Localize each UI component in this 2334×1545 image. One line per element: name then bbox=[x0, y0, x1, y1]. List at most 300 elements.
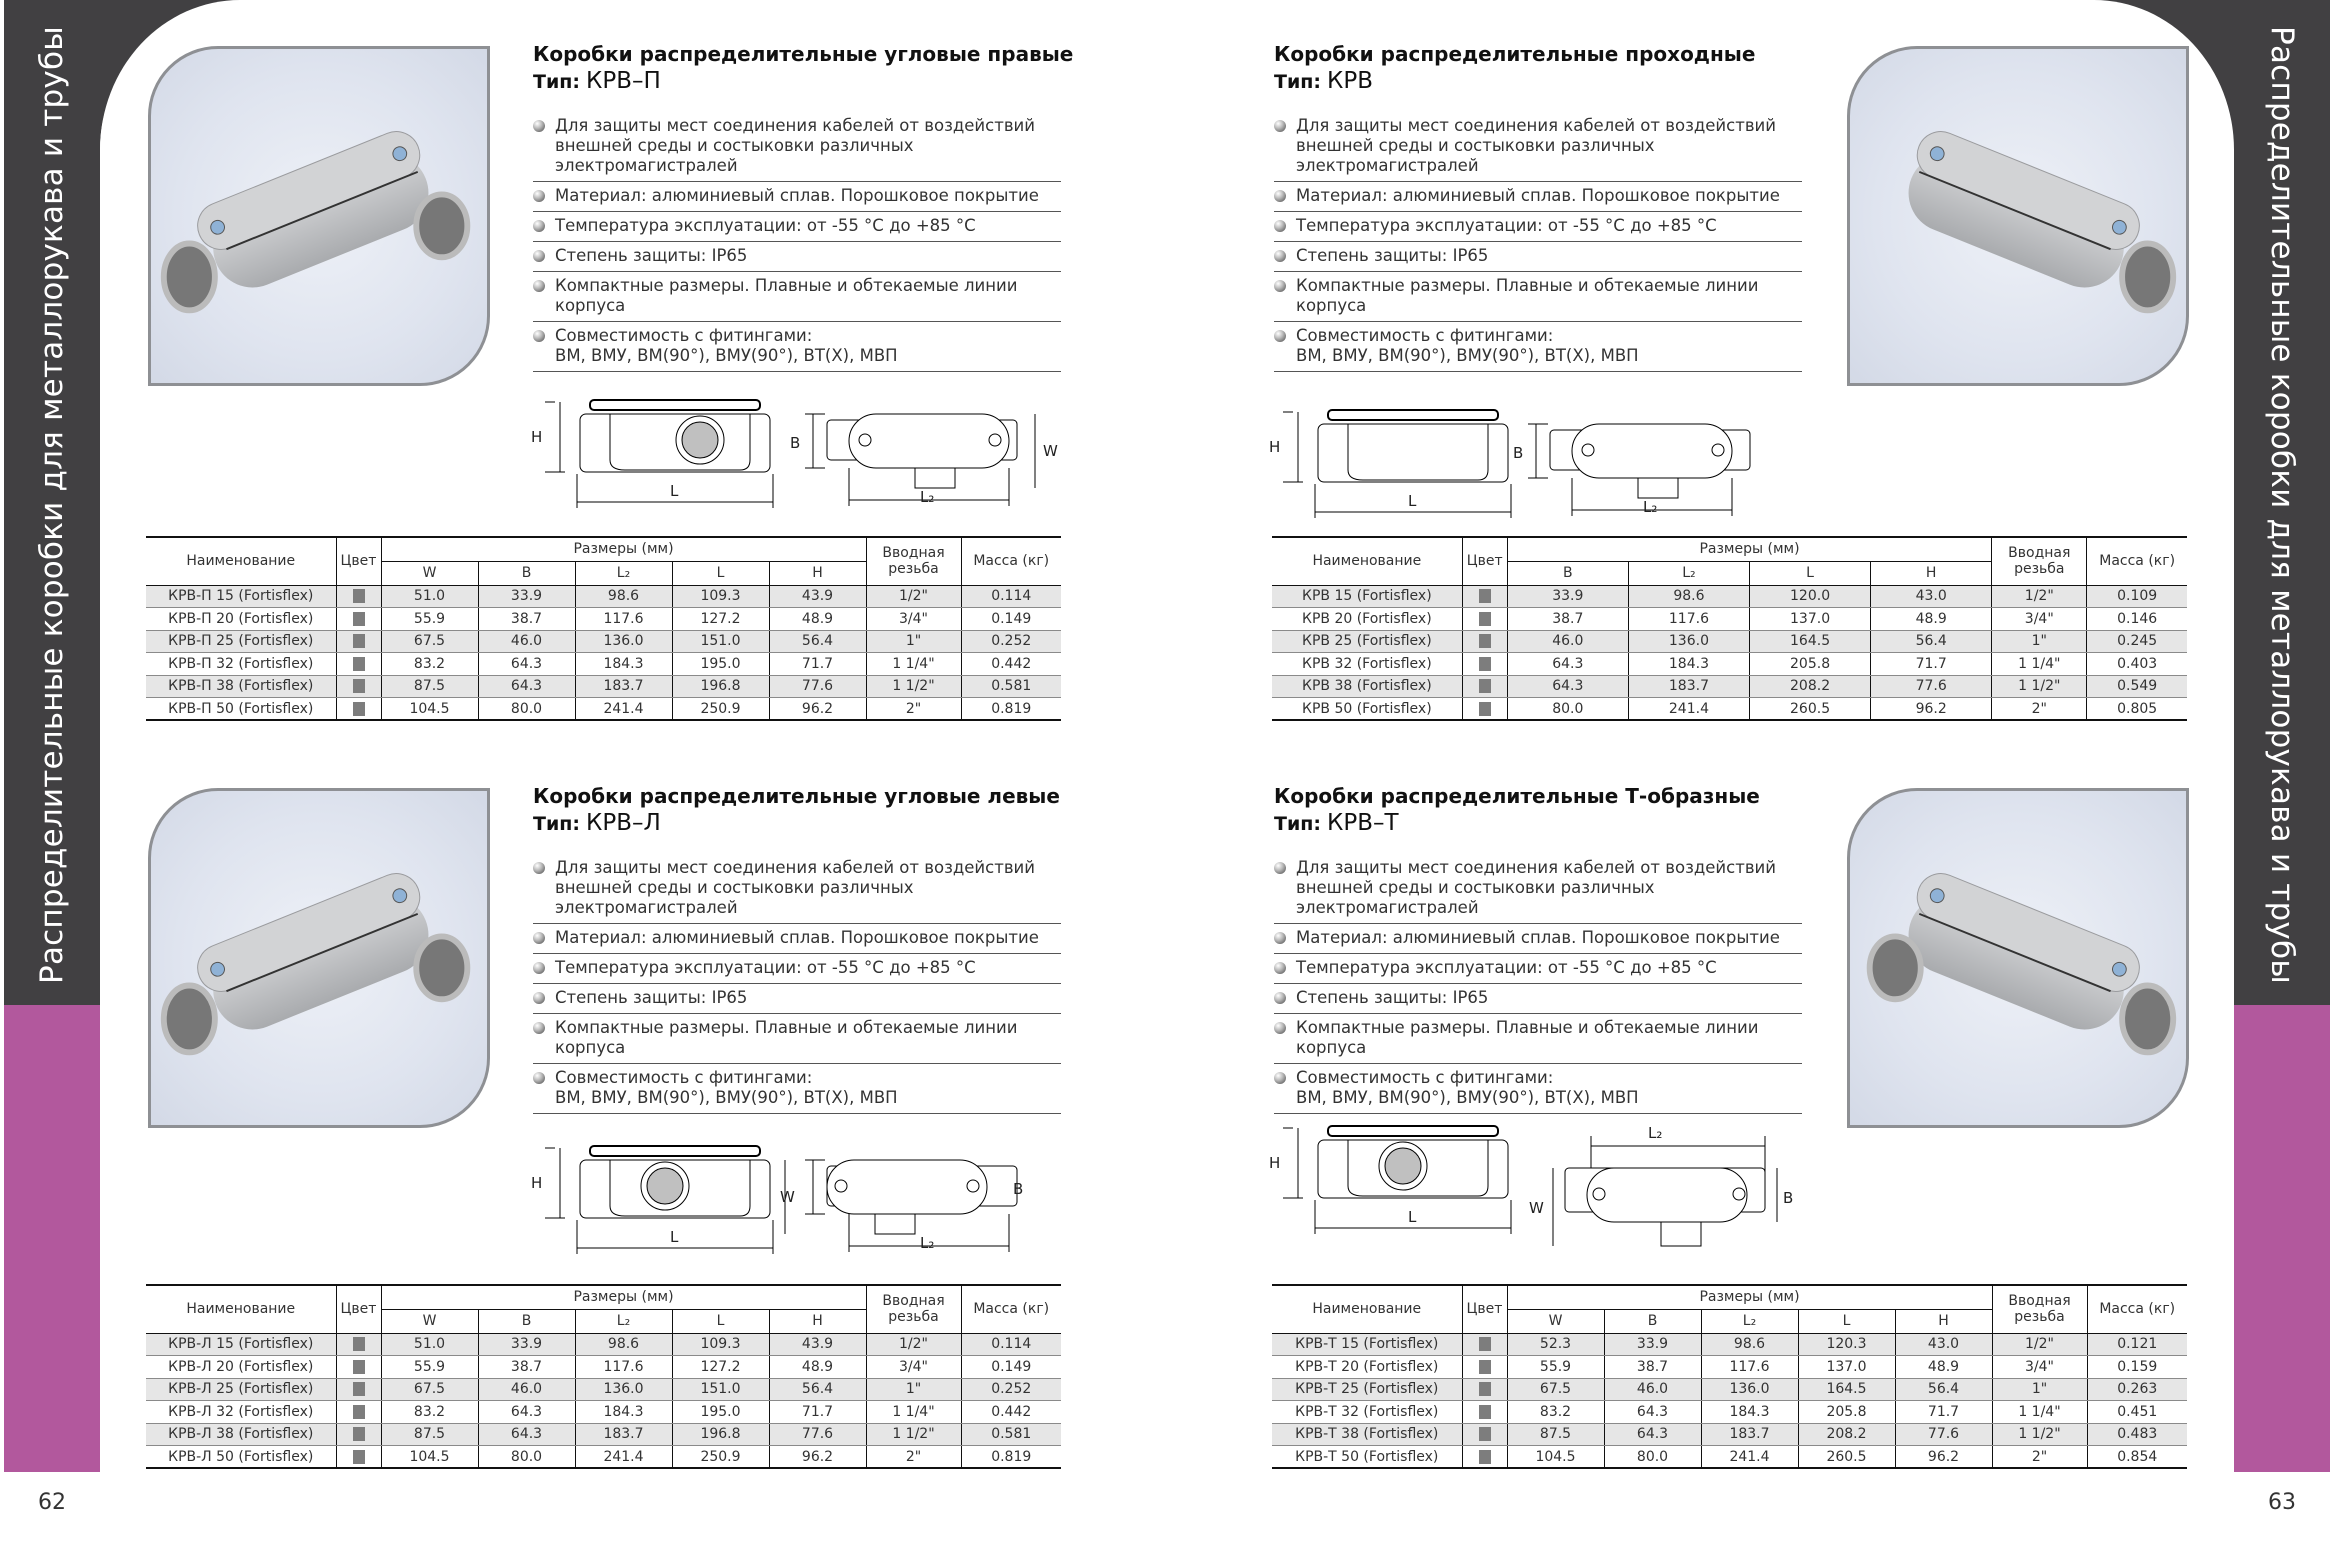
cell-color bbox=[336, 1333, 381, 1356]
header-thread bbox=[866, 1285, 961, 1333]
cell-mass: 0.581 bbox=[961, 675, 1061, 698]
cell-dimension: 104.5 bbox=[381, 1446, 478, 1469]
cell-dimension: 67.5 bbox=[1507, 1378, 1604, 1401]
header-mass: Масса (кг) bbox=[2087, 537, 2187, 585]
cell-dimension: 98.6 bbox=[1701, 1333, 1798, 1356]
cell-dimension: 48.9 bbox=[1895, 1356, 1992, 1379]
type-code: КРВ bbox=[1327, 68, 1373, 94]
cell-thread: 1 1/4" bbox=[866, 1401, 961, 1424]
cell-dimension: 164.5 bbox=[1798, 1378, 1895, 1401]
cell-dimension: 183.7 bbox=[1628, 675, 1749, 698]
header-color: Цвет bbox=[336, 537, 381, 585]
cell-dimension: 33.9 bbox=[1604, 1333, 1701, 1356]
feature-item bbox=[1274, 272, 1802, 322]
cell-dimension: 127.2 bbox=[672, 608, 769, 631]
table-row bbox=[1272, 585, 2187, 608]
header-name: Наименование bbox=[1272, 1285, 1462, 1333]
bullet-icon bbox=[1274, 1022, 1286, 1034]
cell-dimension: 184.3 bbox=[575, 1401, 672, 1424]
header-dim-column: L₂ bbox=[575, 561, 672, 585]
cell-dimension: 64.3 bbox=[1604, 1401, 1701, 1424]
cell-name: КРВ 50 (Fortisflex) bbox=[1272, 698, 1462, 721]
product-photo bbox=[1847, 46, 2189, 386]
table-row bbox=[1272, 1423, 2187, 1446]
cell-dimension: 117.6 bbox=[575, 1356, 672, 1379]
bullet-icon bbox=[533, 992, 545, 1004]
cell-color bbox=[1462, 608, 1507, 631]
cell-name: КРВ-П 20 (Fortisflex) bbox=[146, 608, 336, 631]
feature-item bbox=[533, 1014, 1061, 1064]
table-row bbox=[1272, 675, 2187, 698]
cell-mass: 0.854 bbox=[2087, 1446, 2187, 1469]
table-header-row bbox=[1272, 537, 2187, 561]
cell-name: КРВ-Т 38 (Fortisflex) bbox=[1272, 1423, 1462, 1446]
feature-item bbox=[533, 212, 1061, 242]
dim-label-L2: L₂ bbox=[920, 488, 935, 506]
cell-dimension: 151.0 bbox=[672, 630, 769, 653]
table-row bbox=[1272, 1378, 2187, 1401]
cell-name: КРВ-Т 32 (Fortisflex) bbox=[1272, 1401, 1462, 1424]
header-dim-column: B bbox=[478, 1309, 575, 1333]
header-dim-column: B bbox=[478, 561, 575, 585]
header-dimensions: Размеры (мм) bbox=[1507, 1285, 1992, 1309]
cell-dimension: 136.0 bbox=[1701, 1378, 1798, 1401]
cell-dimension: 109.3 bbox=[672, 1333, 769, 1356]
feature-text: Температура эксплуатации: от -55 °C до +85 °C bbox=[555, 958, 976, 977]
header-dim-column: B bbox=[1507, 561, 1628, 585]
table-row bbox=[146, 1333, 1061, 1356]
cell-dimension: 83.2 bbox=[381, 1401, 478, 1424]
cell-mass: 0.442 bbox=[961, 1401, 1061, 1424]
cell-dimension: 64.3 bbox=[1604, 1423, 1701, 1446]
cell-dimension: 127.2 bbox=[672, 1356, 769, 1379]
bullet-icon bbox=[1274, 250, 1286, 262]
cell-dimension: 51.0 bbox=[381, 1333, 478, 1356]
cell-thread: 3/4" bbox=[1992, 1356, 2087, 1379]
header-dim-column: L₂ bbox=[1701, 1309, 1798, 1333]
cell-dimension: 241.4 bbox=[1701, 1446, 1798, 1469]
cell-thread: 1/2" bbox=[1992, 585, 2087, 608]
header-mass: Масса (кг) bbox=[961, 1285, 1061, 1333]
header-dim-column: W bbox=[381, 561, 478, 585]
cell-thread: 1 1/2" bbox=[866, 675, 961, 698]
feature-item bbox=[1274, 322, 1802, 372]
cell-dimension: 55.9 bbox=[381, 608, 478, 631]
dim-label-B: B bbox=[790, 434, 801, 452]
cell-dimension: 80.0 bbox=[478, 698, 575, 721]
cell-dimension: 56.4 bbox=[1871, 630, 1992, 653]
type-label: Тип: bbox=[1274, 71, 1321, 93]
cell-thread: 1 1/2" bbox=[1992, 1423, 2087, 1446]
header-dim-column: L bbox=[1750, 561, 1871, 585]
color-swatch bbox=[1479, 1450, 1491, 1464]
product-title: Коробки распределительные угловые правые bbox=[533, 42, 1074, 66]
bullet-icon bbox=[533, 250, 545, 262]
header-dimensions: Размеры (мм) bbox=[1507, 537, 1992, 561]
color-swatch bbox=[1479, 1360, 1491, 1374]
cell-name: КРВ-П 38 (Fortisflex) bbox=[146, 675, 336, 698]
dim-label-B: B bbox=[1013, 1180, 1024, 1198]
feature-item bbox=[533, 242, 1061, 272]
cell-dimension: 260.5 bbox=[1750, 698, 1871, 721]
cell-color bbox=[336, 608, 381, 631]
cell-name: КРВ-Л 20 (Fortisflex) bbox=[146, 1356, 336, 1379]
type-code: КРВ–Л bbox=[586, 810, 661, 836]
cell-dimension: 183.7 bbox=[1701, 1423, 1798, 1446]
header-dim-column: H bbox=[1871, 561, 1992, 585]
cell-name: КРВ-Т 50 (Fortisflex) bbox=[1272, 1446, 1462, 1469]
cell-color bbox=[1462, 675, 1507, 698]
header-thread-line2: резьба bbox=[2014, 1309, 2065, 1326]
table-row bbox=[146, 608, 1061, 631]
cell-mass: 0.109 bbox=[2087, 585, 2187, 608]
cell-dimension: 33.9 bbox=[1507, 585, 1628, 608]
header-dim-column: H bbox=[1895, 1309, 1992, 1333]
cell-dimension: 96.2 bbox=[769, 1446, 866, 1469]
feature-item bbox=[1274, 212, 1802, 242]
dim-label-W: W bbox=[1043, 442, 1058, 460]
top-view bbox=[1528, 424, 1750, 516]
table-row bbox=[1272, 698, 2187, 721]
header-color: Цвет bbox=[1462, 1285, 1507, 1333]
color-swatch bbox=[1479, 702, 1491, 716]
cell-dimension: 241.4 bbox=[1628, 698, 1749, 721]
product-photo bbox=[148, 788, 490, 1128]
cell-name: КРВ 32 (Fortisflex) bbox=[1272, 653, 1462, 676]
dimension-diagram bbox=[531, 392, 1095, 536]
dim-label-L2: L₂ bbox=[920, 1234, 935, 1252]
cell-dimension: 71.7 bbox=[769, 653, 866, 676]
bullet-icon bbox=[533, 1072, 545, 1084]
header-dim-column: L bbox=[1798, 1309, 1895, 1333]
cell-mass: 0.805 bbox=[2087, 698, 2187, 721]
cell-color bbox=[1462, 698, 1507, 721]
section-title-vertical: Распределительные коробки для металлорукава и трубы bbox=[2264, 26, 2300, 984]
bullet-icon bbox=[1274, 120, 1286, 132]
feature-text: Степень защиты: IP65 bbox=[1296, 988, 1489, 1007]
cell-thread: 1 1/2" bbox=[866, 1423, 961, 1446]
cell-color bbox=[336, 675, 381, 698]
cell-thread: 1" bbox=[1992, 630, 2087, 653]
color-swatch bbox=[353, 657, 365, 671]
feature-item bbox=[1274, 924, 1802, 954]
cell-dimension: 117.6 bbox=[1628, 608, 1749, 631]
side-view bbox=[1283, 410, 1511, 518]
dim-label-L: L bbox=[1408, 492, 1417, 510]
product-title: Коробки распределительные угловые левые bbox=[533, 784, 1060, 808]
feature-text: Температура эксплуатации: от -55 °C до +85 °C bbox=[1296, 958, 1717, 977]
header-thread bbox=[866, 537, 961, 585]
header-mass: Масса (кг) bbox=[961, 537, 1061, 585]
cell-dimension: 51.0 bbox=[381, 585, 478, 608]
cell-name: КРВ-Л 38 (Fortisflex) bbox=[146, 1423, 336, 1446]
cell-color bbox=[1462, 630, 1507, 653]
feature-text: Для защиты мест соединения кабелей от воздействий внешней среды и состыковки различных электромагистралей bbox=[1296, 116, 1776, 175]
header-name: Наименование bbox=[146, 1285, 336, 1333]
color-swatch bbox=[1479, 589, 1491, 603]
bullet-icon bbox=[533, 1022, 545, 1034]
top-view bbox=[785, 1160, 1017, 1252]
bullet-icon bbox=[533, 190, 545, 202]
feature-item bbox=[533, 954, 1061, 984]
cell-dimension: 87.5 bbox=[381, 1423, 478, 1446]
product-type bbox=[533, 68, 661, 94]
feature-list bbox=[533, 112, 1061, 372]
header-dim-column: B bbox=[1604, 1309, 1701, 1333]
cell-dimension: 136.0 bbox=[575, 1378, 672, 1401]
cell-mass: 0.451 bbox=[2087, 1401, 2187, 1424]
feature-text-line2: ВМ, ВМУ, ВМ(90°), ВМУ(90°), ВТ(Х), МВП bbox=[555, 346, 898, 365]
feature-item bbox=[1274, 854, 1802, 924]
header-dim-column: L bbox=[672, 1309, 769, 1333]
cell-dimension: 208.2 bbox=[1750, 675, 1871, 698]
table-row bbox=[146, 653, 1061, 676]
color-swatch bbox=[353, 1427, 365, 1441]
product-photo bbox=[1847, 788, 2189, 1128]
page-number-left: 62 bbox=[38, 1490, 66, 1515]
product-photo-illustration bbox=[151, 49, 487, 383]
feature-list bbox=[1274, 854, 1802, 1114]
table-row bbox=[1272, 1356, 2187, 1379]
cell-dimension: 64.3 bbox=[478, 653, 575, 676]
cell-dimension: 48.9 bbox=[769, 608, 866, 631]
dim-label-H: H bbox=[531, 428, 543, 446]
table-row bbox=[1272, 653, 2187, 676]
cell-dimension: 64.3 bbox=[478, 1423, 575, 1446]
feature-item bbox=[1274, 954, 1802, 984]
header-dim-column: W bbox=[1507, 1309, 1604, 1333]
header-dim-column: W bbox=[381, 1309, 478, 1333]
feature-text: Температура эксплуатации: от -55 °C до +85 °C bbox=[1296, 216, 1717, 235]
bullet-icon bbox=[533, 220, 545, 232]
cell-mass: 0.159 bbox=[2087, 1356, 2187, 1379]
cell-mass: 0.252 bbox=[961, 630, 1061, 653]
bullet-icon bbox=[1274, 190, 1286, 202]
cell-dimension: 104.5 bbox=[1507, 1446, 1604, 1469]
cell-dimension: 120.0 bbox=[1750, 585, 1871, 608]
spec-table bbox=[1272, 536, 2187, 721]
table-row bbox=[1272, 1333, 2187, 1356]
cell-thread: 1" bbox=[866, 630, 961, 653]
dimension-drawing bbox=[1269, 402, 1833, 542]
color-swatch bbox=[1479, 657, 1491, 671]
type-label: Тип: bbox=[533, 813, 580, 835]
table-row bbox=[146, 1401, 1061, 1424]
cell-dimension: 241.4 bbox=[575, 698, 672, 721]
feature-item bbox=[1274, 1014, 1802, 1064]
cell-dimension: 38.7 bbox=[478, 1356, 575, 1379]
dim-label-W: W bbox=[1529, 1199, 1544, 1217]
cell-dimension: 205.8 bbox=[1750, 653, 1871, 676]
page-number-right: 63 bbox=[2268, 1490, 2296, 1515]
cell-name: КРВ-Л 50 (Fortisflex) bbox=[146, 1446, 336, 1469]
header-color: Цвет bbox=[336, 1285, 381, 1333]
cell-mass: 0.245 bbox=[2087, 630, 2187, 653]
feature-text: Степень защиты: IP65 bbox=[555, 988, 748, 1007]
cell-color bbox=[336, 1446, 381, 1469]
cell-thread: 1 1/2" bbox=[1992, 675, 2087, 698]
table-row bbox=[146, 1423, 1061, 1446]
top-view bbox=[1553, 1136, 1777, 1246]
bullet-icon bbox=[533, 862, 545, 874]
cell-dimension: 120.3 bbox=[1798, 1333, 1895, 1356]
feature-text: Материал: алюминиевый сплав. Порошковое покрытие bbox=[1296, 186, 1780, 205]
table-row bbox=[146, 1446, 1061, 1469]
product-photo-illustration bbox=[1850, 791, 2186, 1125]
cell-dimension: 136.0 bbox=[1628, 630, 1749, 653]
cell-dimension: 83.2 bbox=[1507, 1401, 1604, 1424]
cell-color bbox=[1462, 585, 1507, 608]
bullet-icon bbox=[1274, 862, 1286, 874]
cell-thread: 1 1/4" bbox=[1992, 653, 2087, 676]
cell-mass: 0.581 bbox=[961, 1423, 1061, 1446]
cell-name: КРВ-П 15 (Fortisflex) bbox=[146, 585, 336, 608]
cell-dimension: 183.7 bbox=[575, 675, 672, 698]
cell-color bbox=[336, 585, 381, 608]
header-dim-column: L₂ bbox=[575, 1309, 672, 1333]
cell-mass: 0.121 bbox=[2087, 1333, 2187, 1356]
cell-dimension: 71.7 bbox=[769, 1401, 866, 1424]
cell-name: КРВ-Л 25 (Fortisflex) bbox=[146, 1378, 336, 1401]
cell-mass: 0.263 bbox=[2087, 1378, 2187, 1401]
cell-dimension: 33.9 bbox=[478, 585, 575, 608]
cell-color bbox=[336, 630, 381, 653]
cell-color bbox=[1462, 1401, 1507, 1424]
feature-text: Для защиты мест соединения кабелей от воздействий внешней среды и состыковки различных электромагистралей bbox=[1296, 858, 1776, 917]
cell-dimension: 64.3 bbox=[478, 675, 575, 698]
side-view bbox=[545, 400, 773, 508]
bullet-icon bbox=[1274, 932, 1286, 944]
cell-dimension: 260.5 bbox=[1798, 1446, 1895, 1469]
cell-dimension: 71.7 bbox=[1871, 653, 1992, 676]
cell-name: КРВ-Л 32 (Fortisflex) bbox=[146, 1401, 336, 1424]
table-row bbox=[1272, 1401, 2187, 1424]
type-code: КРВ–Т bbox=[1327, 810, 1399, 836]
side-tab-accent bbox=[2234, 1005, 2330, 1472]
bullet-icon bbox=[1274, 220, 1286, 232]
cell-name: КРВ 25 (Fortisflex) bbox=[1272, 630, 1462, 653]
feature-text: Компактные размеры. Плавные и обтекаемые линии корпуса bbox=[555, 276, 1018, 315]
color-swatch bbox=[353, 1450, 365, 1464]
cell-dimension: 77.6 bbox=[1895, 1423, 1992, 1446]
cell-dimension: 195.0 bbox=[672, 1401, 769, 1424]
cell-dimension: 46.0 bbox=[478, 1378, 575, 1401]
header-thread-line1: Вводная bbox=[2008, 1293, 2071, 1310]
product-title: Коробки распределительные Т-образные bbox=[1274, 784, 1760, 808]
cell-name: КРВ-Т 15 (Fortisflex) bbox=[1272, 1333, 1462, 1356]
header-name: Наименование bbox=[1272, 537, 1462, 585]
cell-dimension: 208.2 bbox=[1798, 1423, 1895, 1446]
feature-list bbox=[1274, 112, 1802, 372]
cell-dimension: 77.6 bbox=[1871, 675, 1992, 698]
color-swatch bbox=[353, 1382, 365, 1396]
dim-label-L: L bbox=[670, 482, 679, 500]
table-row bbox=[146, 675, 1061, 698]
cell-color bbox=[1462, 653, 1507, 676]
header-thread-line1: Вводная bbox=[2008, 545, 2071, 562]
cell-dimension: 241.4 bbox=[575, 1446, 672, 1469]
header-dim-column: H bbox=[769, 561, 866, 585]
feature-text: Компактные размеры. Плавные и обтекаемые линии корпуса bbox=[555, 1018, 1018, 1057]
spec-table bbox=[146, 536, 1061, 721]
cell-thread: 3/4" bbox=[866, 1356, 961, 1379]
table-row bbox=[1272, 1446, 2187, 1469]
bullet-icon bbox=[1274, 962, 1286, 974]
feature-text: Материал: алюминиевый сплав. Порошковое покрытие bbox=[1296, 928, 1780, 947]
color-swatch bbox=[353, 1337, 365, 1351]
color-swatch bbox=[353, 679, 365, 693]
cell-dimension: 98.6 bbox=[1628, 585, 1749, 608]
color-swatch bbox=[353, 1360, 365, 1374]
cell-dimension: 87.5 bbox=[1507, 1423, 1604, 1446]
dim-label-L2: L₂ bbox=[1648, 1124, 1663, 1142]
color-swatch bbox=[353, 634, 365, 648]
type-label: Тип: bbox=[1274, 813, 1321, 835]
cell-dimension: 104.5 bbox=[381, 698, 478, 721]
cell-mass: 0.403 bbox=[2087, 653, 2187, 676]
cell-mass: 0.819 bbox=[961, 698, 1061, 721]
color-swatch bbox=[353, 589, 365, 603]
product-photo-illustration bbox=[151, 791, 487, 1125]
cell-dimension: 184.3 bbox=[1701, 1401, 1798, 1424]
cell-name: КРВ 20 (Fortisflex) bbox=[1272, 608, 1462, 631]
cell-dimension: 38.7 bbox=[1604, 1356, 1701, 1379]
cell-dimension: 55.9 bbox=[381, 1356, 478, 1379]
cell-dimension: 33.9 bbox=[478, 1333, 575, 1356]
bullet-icon bbox=[533, 120, 545, 132]
cell-dimension: 196.8 bbox=[672, 1423, 769, 1446]
cell-thread: 2" bbox=[1992, 1446, 2087, 1469]
side-view bbox=[1283, 1126, 1511, 1234]
dim-label-B: B bbox=[1513, 444, 1524, 462]
dim-label-L: L bbox=[670, 1228, 679, 1246]
table-header-row bbox=[1272, 1285, 2187, 1309]
bullet-icon bbox=[1274, 330, 1286, 342]
cell-dimension: 52.3 bbox=[1507, 1333, 1604, 1356]
cell-name: КРВ-Л 15 (Fortisflex) bbox=[146, 1333, 336, 1356]
feature-text: Совместимость с фитингами: bbox=[1296, 1068, 1554, 1087]
feature-item bbox=[1274, 984, 1802, 1014]
table-row bbox=[146, 585, 1061, 608]
header-thread-line2: резьба bbox=[888, 1309, 939, 1326]
feature-text: Материал: алюминиевый сплав. Порошковое покрытие bbox=[555, 186, 1039, 205]
table-header-row bbox=[146, 1285, 1061, 1309]
cell-dimension: 64.3 bbox=[478, 1401, 575, 1424]
color-swatch bbox=[1479, 1405, 1491, 1419]
cell-dimension: 64.3 bbox=[1507, 675, 1628, 698]
dimension-drawing bbox=[531, 1138, 1095, 1278]
section-title-vertical: Распределительные коробки для металлорукава и трубы bbox=[34, 26, 70, 984]
feature-text: Степень защиты: IP65 bbox=[555, 246, 748, 265]
dimension-drawing bbox=[531, 392, 1095, 532]
cell-color bbox=[336, 1423, 381, 1446]
dim-label-H: H bbox=[1269, 438, 1281, 456]
feature-text-line2: ВМ, ВМУ, ВМ(90°), ВМУ(90°), ВТ(Х), МВП bbox=[1296, 346, 1639, 365]
color-swatch bbox=[1479, 679, 1491, 693]
cell-dimension: 43.0 bbox=[1895, 1333, 1992, 1356]
table-row bbox=[1272, 630, 2187, 653]
cell-color bbox=[336, 1356, 381, 1379]
cell-dimension: 48.9 bbox=[1871, 608, 1992, 631]
dim-label-L: L bbox=[1408, 1208, 1417, 1226]
cell-mass: 0.149 bbox=[961, 608, 1061, 631]
cell-dimension: 184.3 bbox=[1628, 653, 1749, 676]
cell-dimension: 87.5 bbox=[381, 675, 478, 698]
cell-dimension: 64.3 bbox=[1507, 653, 1628, 676]
header-dimensions: Размеры (мм) bbox=[381, 1285, 866, 1309]
cell-dimension: 109.3 bbox=[672, 585, 769, 608]
feature-text: Температура эксплуатации: от -55 °C до +85 °C bbox=[555, 216, 976, 235]
